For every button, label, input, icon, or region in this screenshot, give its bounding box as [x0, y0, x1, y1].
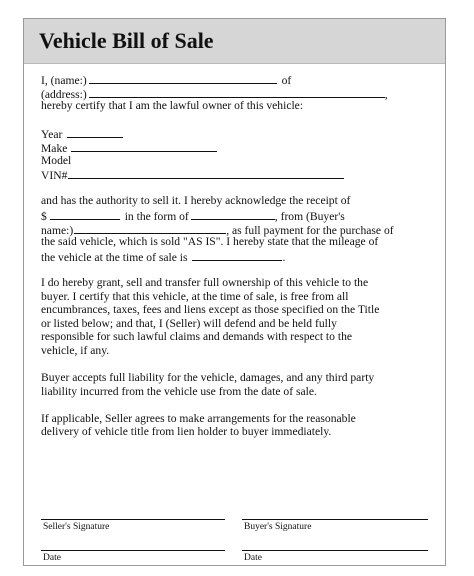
mileage-field[interactable]	[192, 249, 282, 261]
signature-area	[41, 519, 441, 569]
payment-form-field[interactable]	[191, 208, 275, 220]
title-bar	[24, 19, 445, 64]
document-body	[41, 72, 441, 439]
vin-label: VIN#	[41, 169, 68, 183]
mileage-label: the vehicle at the time of sale is	[41, 250, 188, 264]
owner-address-field[interactable]	[89, 86, 385, 98]
buyer-name-prefix: , from (Buyer's	[274, 209, 345, 223]
seller-date-label: Date	[43, 553, 61, 563]
owner-name-label: I, (name:)	[41, 74, 87, 87]
model-line	[41, 154, 441, 168]
buyer-date-label: Date	[244, 553, 262, 563]
year-field[interactable]	[67, 126, 123, 138]
full-payment-text: , as full payment for the purchase of	[226, 223, 394, 237]
transfer-line-6: vehicle, if any.	[41, 343, 110, 357]
transfer-line-4: or listed below; and that, I (Seller) will defend and be held fully	[41, 316, 337, 330]
arrangements-line-1: If applicable, Seller agrees to make arrangements for the reasonable	[41, 411, 356, 425]
mileage-suffix: .	[282, 250, 286, 264]
seller-signature-line[interactable]	[41, 519, 225, 520]
owner-name-line	[41, 72, 441, 86]
authority-line-4: the said vehicle, which is sold "AS IS". I hereby state that the mileage of	[41, 235, 379, 249]
authority-line-1: and has the authority to sell it. I hereby acknowledge the receipt of	[41, 194, 351, 208]
transfer-line-3: encumbrances, taxes, fees and liens except as those specified on the Title	[41, 303, 380, 317]
vin-line	[41, 167, 441, 181]
buyer-name-label: name:)	[41, 223, 74, 237]
liability-line-2: liability incurred from the vehicle use from the date of sale.	[41, 384, 317, 398]
owner-address-line	[41, 86, 441, 100]
certify-line: hereby certify that I am the lawful owner of this vehicle:	[41, 99, 304, 113]
owner-name-suffix: of	[281, 74, 292, 87]
buyer-name-field[interactable]	[74, 222, 226, 234]
buyer-signature-label: Buyer's Signature	[244, 522, 312, 532]
year-label: Year	[41, 128, 63, 142]
owner-address-suffix: ,	[384, 87, 388, 101]
document-title: Vehicle Bill of Sale	[39, 28, 214, 53]
year-line	[41, 126, 441, 140]
buyer-signature-line[interactable]	[242, 519, 428, 520]
seller-signature-label: Seller's Signature	[43, 522, 110, 532]
make-field[interactable]	[71, 140, 217, 152]
transfer-line-2: buyer. I certify that this vehicle, at the time of sale, is free from all	[41, 289, 349, 303]
dollar-sign: $	[41, 209, 47, 223]
owner-address-label: (address:)	[41, 87, 87, 101]
owner-name-field[interactable]	[89, 72, 277, 84]
transfer-line-1: I do hereby grant, sell and transfer full ownership of this vehicle to the	[41, 275, 369, 289]
transfer-line-5: responsible for such lawful claims and demands with respect to the	[41, 330, 353, 344]
authority-line-5	[41, 249, 441, 263]
make-label: Make	[41, 141, 68, 155]
liability-line-1: Buyer accepts full liability for the vehicle, damages, and any third party	[41, 371, 375, 385]
authority-line-3	[41, 222, 441, 236]
payment-form-label: in the form of	[124, 209, 189, 223]
model-label: Model	[41, 153, 72, 167]
vin-field[interactable]	[68, 167, 344, 179]
make-line	[41, 140, 441, 154]
bill-of-sale-form	[23, 18, 446, 566]
seller-date-line[interactable]	[41, 550, 225, 551]
arrangements-line-2: delivery of vehicle title from lien holder to buyer immediately.	[41, 425, 332, 439]
buyer-date-line[interactable]	[242, 550, 428, 551]
amount-field[interactable]	[50, 208, 120, 220]
authority-line-2	[41, 208, 441, 222]
